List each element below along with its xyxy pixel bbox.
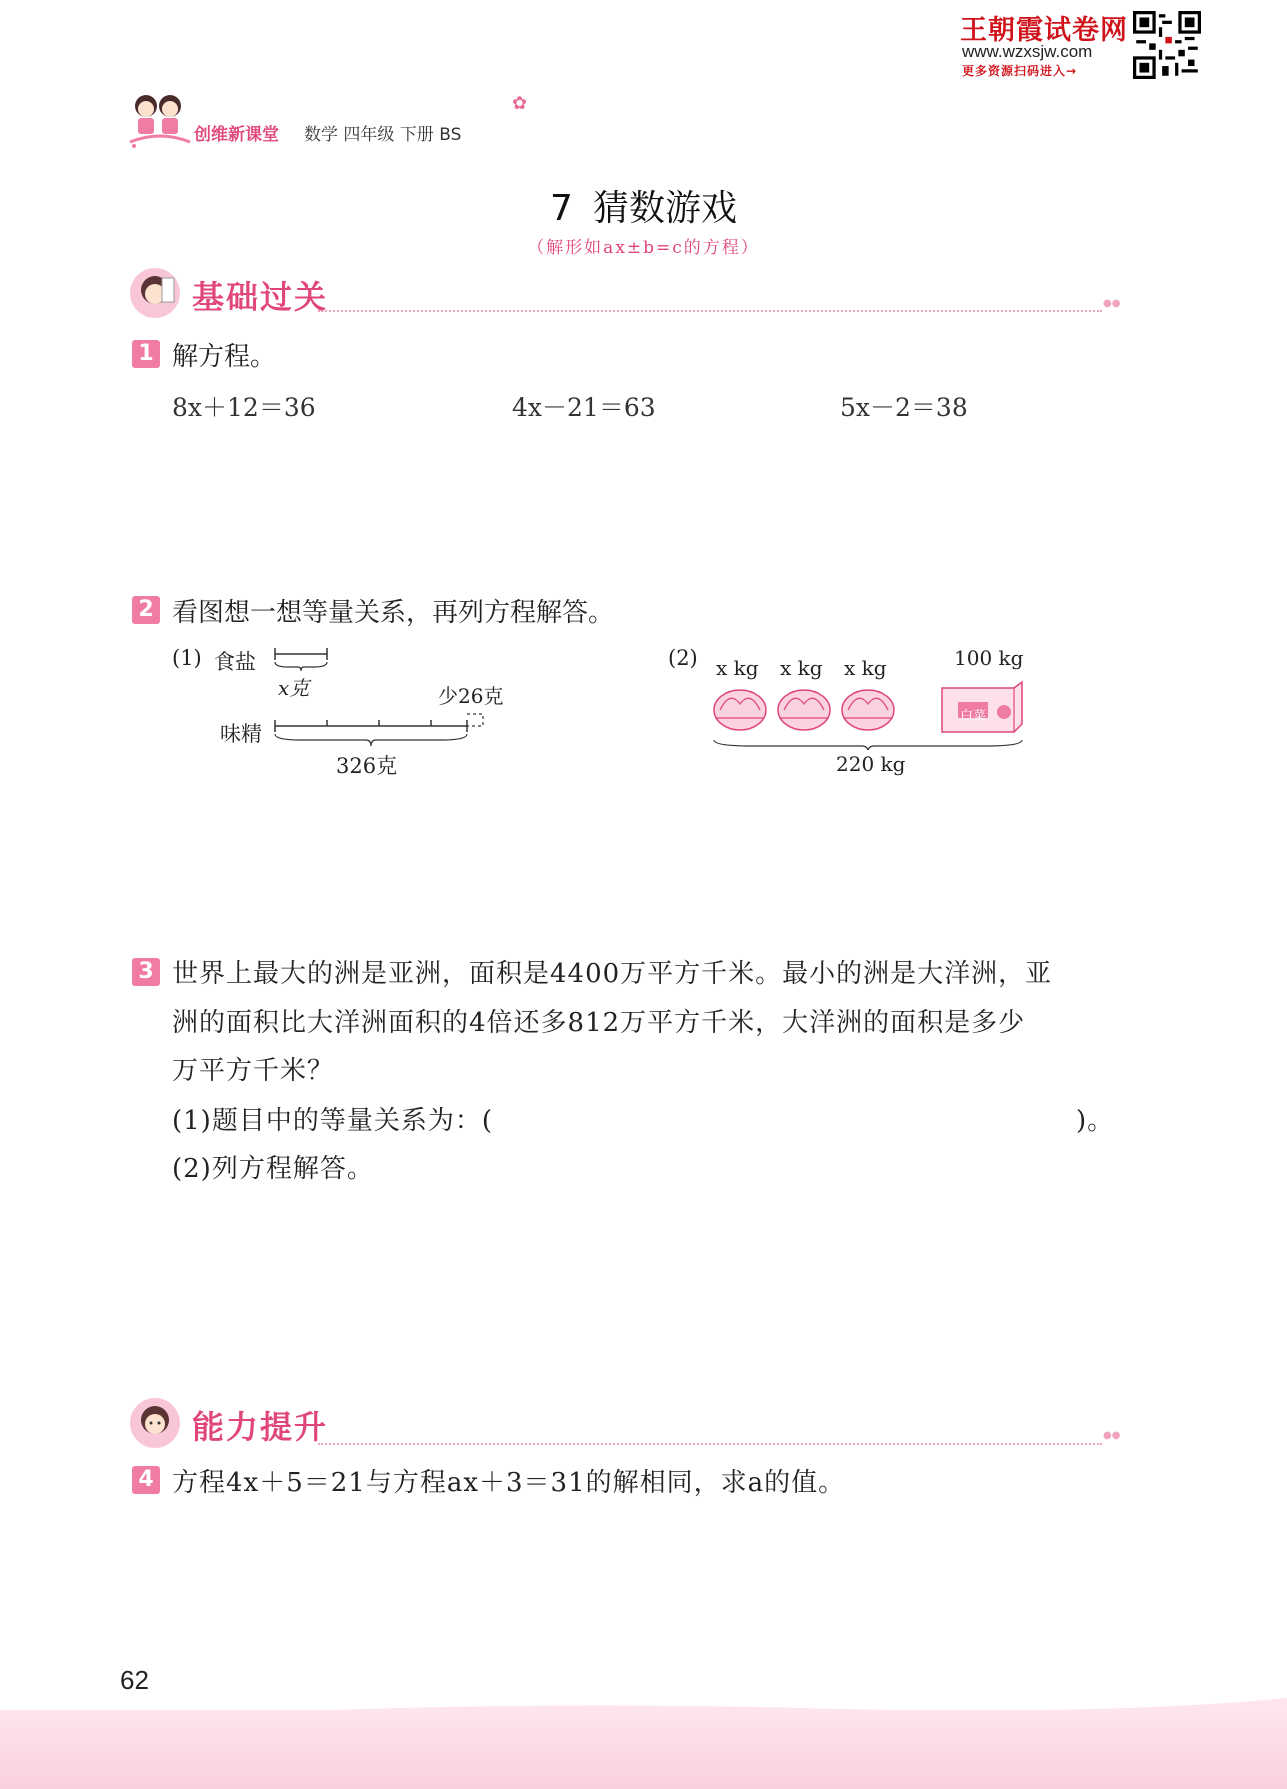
dots-icon: ●●	[1103, 1430, 1121, 1441]
watermark-note: 更多资源扫码进入→	[962, 64, 1078, 78]
page-number: 62	[120, 1665, 149, 1695]
salt-label: 食盐	[214, 650, 256, 674]
less-label: 少26克	[438, 684, 504, 708]
equation: 4x－21＝63	[512, 393, 656, 422]
section-divider	[318, 1443, 1102, 1445]
girl-avatar-icon	[128, 1396, 182, 1450]
question-badge: 4	[132, 1466, 160, 1494]
item-weight-label: x kg	[780, 656, 823, 680]
flower-icon: ✿	[512, 93, 528, 114]
item-weight-label: x kg	[844, 656, 887, 680]
total-weight-label: 220 kg	[836, 752, 906, 776]
lesson-number: 7	[550, 188, 573, 229]
cabbage-basket-icon	[778, 690, 830, 730]
box-text: 白菜	[960, 709, 987, 724]
line-segment-diagram	[270, 640, 490, 758]
msg-label: 味精	[220, 722, 262, 746]
question-text-line: 万平方千米？	[172, 1056, 335, 1086]
footer-band	[0, 1710, 1287, 1789]
sub-question: (1)题目中的等量关系为：(	[172, 1106, 493, 1136]
question-prompt: 解方程。	[172, 342, 277, 372]
total-label: 326克	[336, 754, 398, 778]
subject-label: 数学 四年级 下册 BS	[304, 125, 462, 145]
section-title-advanced: 能力提升	[192, 1408, 329, 1446]
question-badge: 1	[132, 340, 160, 368]
answer-blank-close: )。	[1076, 1106, 1115, 1136]
qr-code-icon	[1133, 10, 1201, 80]
question-text-line: 世界上最大的洲是亚洲，面积是4400万平方千米。最小的洲是大洋洲，亚	[172, 959, 1053, 989]
item-weight-label: x kg	[716, 656, 759, 680]
girl-avatar-icon	[128, 266, 182, 320]
brand-name: 创维新课堂	[194, 125, 279, 145]
question-prompt: 看图想一想等量关系，再列方程解答。	[172, 598, 615, 628]
question-badge: 3	[132, 958, 160, 986]
watermark-title: 王朝霞试卷网	[960, 15, 1128, 46]
dots-icon: ●●	[1103, 298, 1121, 309]
cabbage-basket-icon	[714, 690, 766, 730]
question-prompt: 方程4x＋5＝21与方程ax＋3＝31的解相同，求a的值。	[172, 1468, 846, 1498]
part-label: (1)	[172, 646, 202, 670]
kids-logo-icon	[126, 90, 194, 152]
lesson-title	[0, 180, 1287, 231]
question-text-line: 洲的面积比大洋洲面积的4倍还多812万平方千米，大洋洲的面积是多少	[172, 1008, 1026, 1038]
question-badge: 2	[132, 596, 160, 624]
box-weight-label: 100 kg	[954, 646, 1024, 670]
part-label: (2)	[668, 646, 698, 670]
equation: 5x－2＝38	[840, 393, 968, 422]
sub-question: (2)列方程解答。	[172, 1154, 374, 1184]
section-title-basic: 基础过关	[192, 278, 329, 316]
equation: 8x＋12＝36	[172, 393, 316, 422]
salt-amount-label: x克	[278, 676, 310, 700]
lesson-title-text: 猜数游戏	[592, 188, 737, 229]
section-divider	[318, 310, 1102, 312]
lesson-subtitle: （解形如ax±b=c的方程）	[527, 238, 760, 258]
cabbage-basket-icon	[842, 690, 894, 730]
watermark-url: www.wzxsjw.com	[962, 42, 1093, 61]
